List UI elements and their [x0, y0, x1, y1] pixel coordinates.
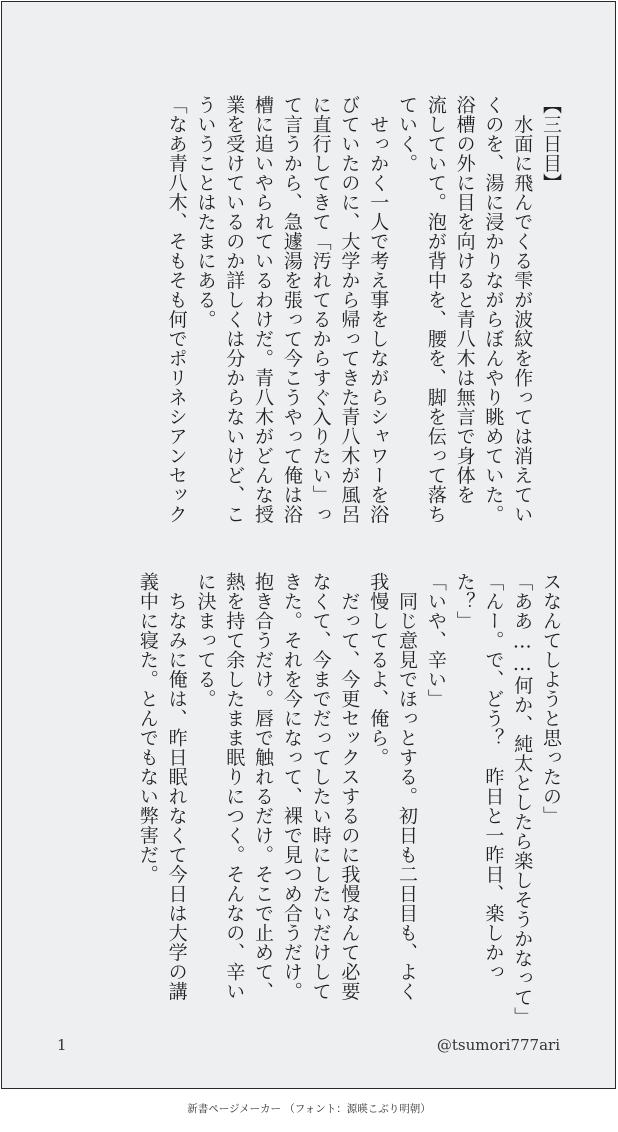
text-line: スなんてしようと思ったの」	[540, 572, 562, 826]
text-line: て言うから、急遽湯を張って今こうやって俺は浴	[280, 95, 303, 524]
text-line: きた。それを今になって、裸で見つめ合うだけ。	[280, 572, 303, 1001]
text-line: に直行してきて「汚れてるからすぐ入りたい」っ	[309, 95, 332, 524]
text-line: 【三日目】	[540, 95, 562, 193]
text-line: なくて、今までだってしたい時にしたいだけして	[309, 572, 332, 1001]
text-line: びていたのに、大学から帰ってきた青八木が風呂	[338, 95, 361, 524]
text-line: 我慢してるよ、俺ら。	[367, 572, 390, 767]
text-line: 業を受けているのか詳しくは分からないけど、こ	[223, 95, 246, 524]
text-line: 同じ意見でほっとする。初日も二日目も、よく	[396, 572, 419, 1001]
text-line: 「ああ……何か、純太としたら楽しそうかなって」	[511, 572, 534, 1027]
footer-credit: 新書ページメーカー （フォント：源暎こぶり明朝）	[187, 1103, 431, 1115]
author-handle: @tsumori777ari	[436, 1036, 560, 1054]
text-line: だって、今更セックスするのに我慢なんて必要	[338, 572, 361, 1001]
text-line: 浴槽の外に目を向けると青八木は無言で身体を	[453, 95, 476, 505]
page-number: 1	[57, 1036, 67, 1054]
text-line: せっかく一人で考え事をしながらシャワーを浴	[367, 95, 390, 524]
text-line: 義中に寝た。とんでもない弊害だ。	[136, 572, 159, 884]
text-line: た？」	[453, 572, 476, 631]
text-line: 抱き合うだけ。唇で触れるだけ。そこで止めて、	[252, 572, 275, 1001]
text-line: くのを、湯に浸かりながらぼんやり眺めていた。	[482, 95, 505, 524]
text-line: ういうことはたまにある。	[194, 95, 217, 329]
text-line: 「いや、辛い」	[424, 572, 447, 709]
upper-text-block	[162, 95, 565, 525]
text-line: 流していて。泡が背中を、腰を、脚を伝って落ち	[424, 95, 447, 524]
text-line: 熱を持て余したまま眠りにつく。そんなの、辛い	[223, 572, 246, 1001]
lower-text-block	[133, 572, 565, 1027]
text-line: ていく。	[396, 95, 419, 173]
text-line: 「んー。で、どう？ 昨日と一昨日、楽しかっ	[482, 572, 505, 982]
book-page	[1, 1, 616, 1089]
text-line: 槽に追いやられているわけだ。青八木がどんな授	[252, 95, 275, 524]
text-line: ちなみに俺は、昨日眠れなくて今日は大学の講	[165, 572, 188, 1001]
text-line: に決まってる。	[194, 572, 217, 709]
text-line: 水面に飛んでくる雫が波紋を作っては消えてい	[511, 95, 534, 524]
text-line: 「なあ青八木、そもそも何でポリネシアンセック	[165, 95, 188, 524]
